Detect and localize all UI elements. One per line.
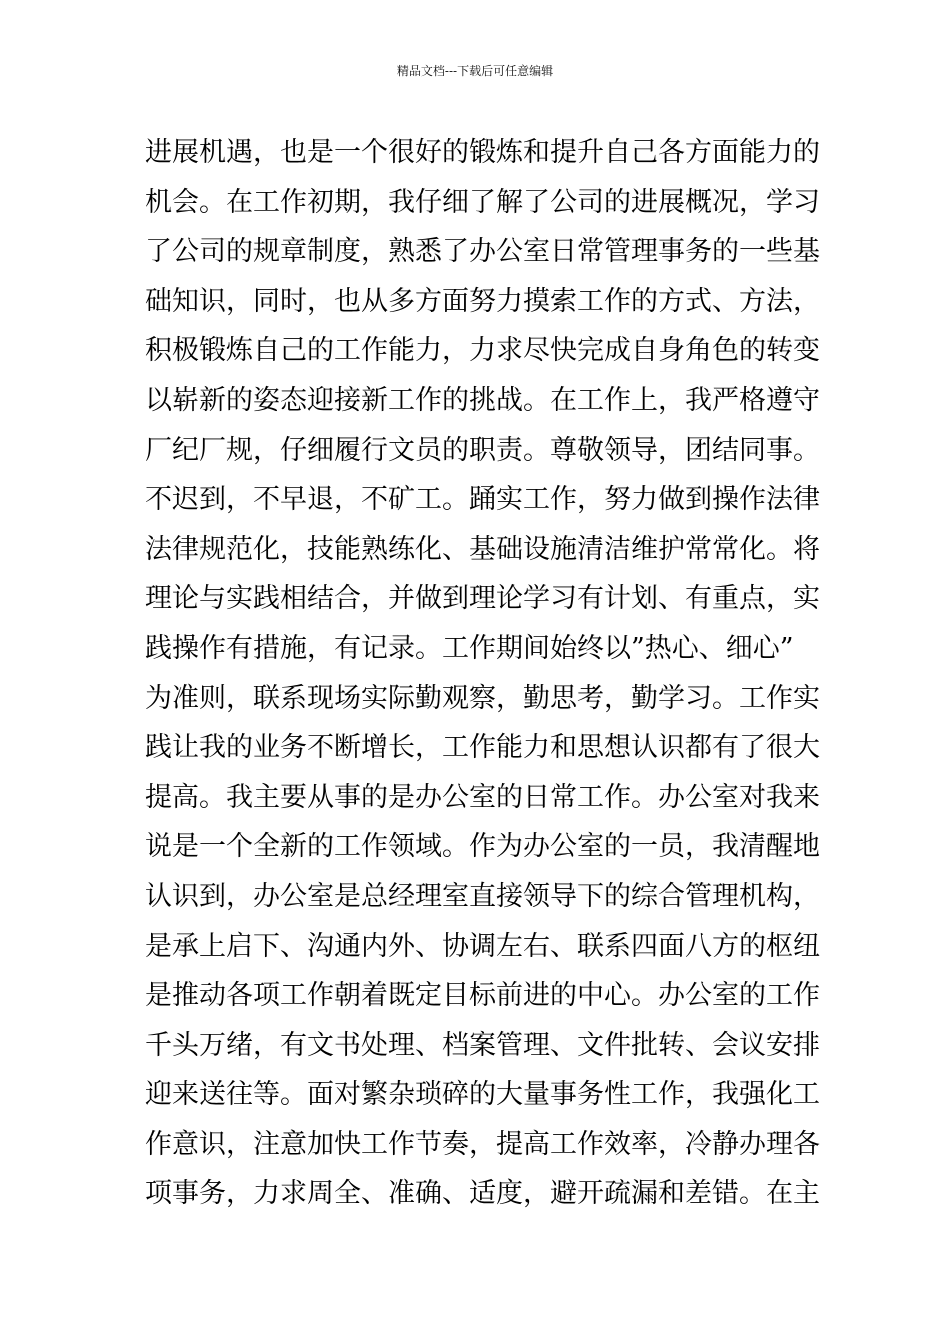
body-line: 项事务，力求周全、准确、适度，避开疏漏和差错。在主 <box>145 1178 820 1210</box>
body-line: 认识到，办公室是总经理室直接领导下的综合管理机构， <box>145 880 820 912</box>
body-line: 迎来送往等。面对繁杂琐碎的大量事务性工作，我强化工 <box>145 1079 820 1111</box>
body-line: 是承上启下、沟通内外、协调左右、联系四面八方的枢纽 <box>145 930 820 962</box>
body-line: 进展机遇，也是一个很好的锻炼和提升自己各方面能力的 <box>145 137 820 168</box>
document-body <box>145 128 820 1219</box>
body-line: 础知识，同时，也从多方面努力摸索工作的方式、方法， <box>145 285 820 317</box>
body-line: 了公司的规章制度，熟悉了办公室日常管理事务的一些基 <box>145 236 820 268</box>
body-line: 提高。我主要从事的是办公室的日常工作。办公室对我来 <box>145 781 820 813</box>
page-header: 精品文档---下载后可任意编辑 <box>396 64 554 78</box>
body-line: 理论与实践相结合，并做到理论学习有计划、有重点，实 <box>145 583 820 615</box>
body-line: 践让我的业务不断增长，工作能力和思想认识都有了很大 <box>145 732 820 764</box>
body-line: 以崭新的姿态迎接新工作的挑战。在工作上，我严格遵守 <box>145 384 820 416</box>
body-line: 践操作有措施，有记录。工作期间始终以”热心、细心” <box>145 632 794 664</box>
body-line: 法律规范化，技能熟练化、基础设施清洁维护常常化。将 <box>145 533 820 565</box>
body-line: 不迟到，不早退，不矿工。踊实工作，努力做到操作法律 <box>145 484 820 516</box>
body-line: 作意识，注意加快工作节奏，提高工作效率，冷静办理各 <box>145 1128 820 1160</box>
body-line: 为准则，联系现场实际勤观察，勤思考，勤学习。工作实 <box>145 682 820 714</box>
body-line: 厂纪厂规，仔细履行文员的职责。尊敬领导，团结同事。 <box>145 434 820 466</box>
body-line: 机会。在工作初期，我仔细了解了公司的进展概况，学习 <box>145 186 820 218</box>
body-line: 积极锻炼自己的工作能力，力求尽快完成自身角色的转变 <box>145 335 820 367</box>
body-line: 千头万绪，有文书处理、档案管理、文件批转、会议安排 <box>145 1029 820 1061</box>
body-line: 说是一个全新的工作领域。作为办公室的一员，我清醒地 <box>145 831 820 863</box>
body-line: 是推动各项工作朝着既定目标前进的中心。办公室的工作 <box>145 980 820 1012</box>
